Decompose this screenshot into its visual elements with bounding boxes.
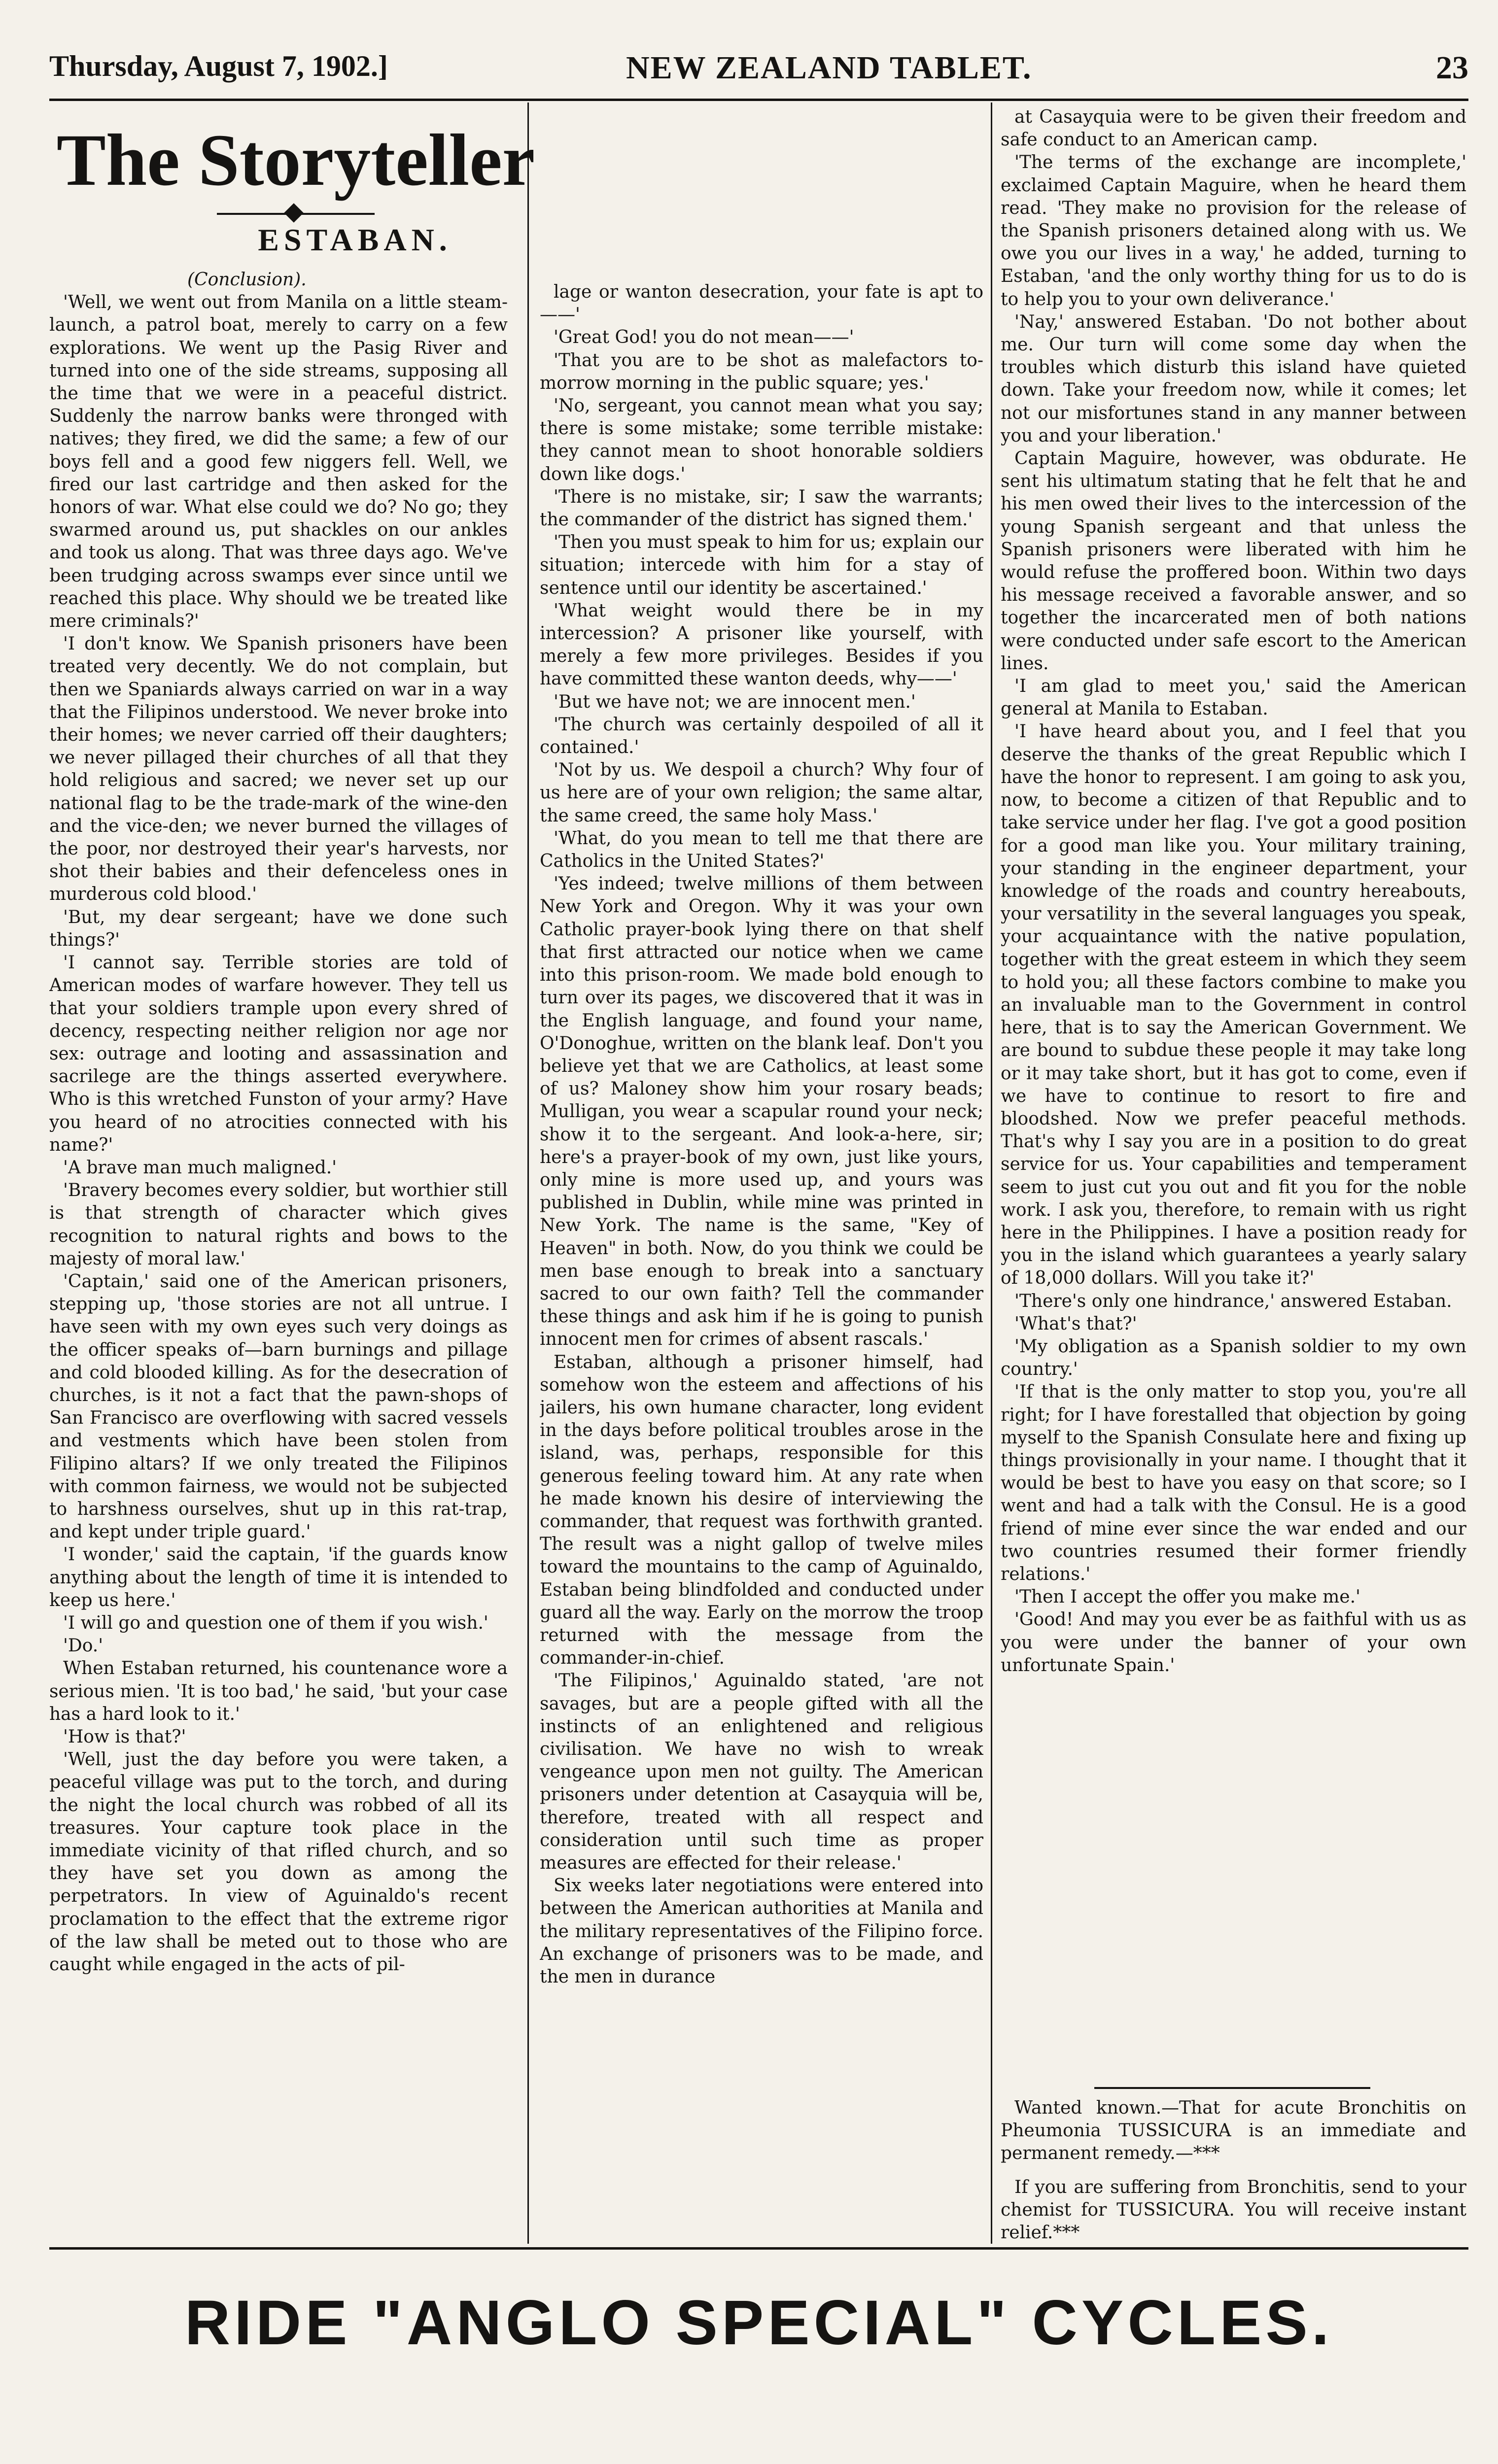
article-paragraph: 'Well, we went out from Manila on a little steam-launch, a patrol boat, merely to carry on a few explorations. We went up the Pasig River and turned into one of the side streams, supposing all the time that we were in a peaceful district. Suddenly the narrow banks were thronged with natives; they fired, we did the same; a few of our boys fell and a good few niggers fell. Well, we fired our last cartridge and then asked for the honors of war. What else could we do? No go; they swarmed around us, put shackles on our ankles and took us along. That was three days ago. We've been trudging across swamps ever since until we reached this place. Why should we be treated like mere criminals?' (49, 292, 508, 632)
article-paragraph: 'I have heard about you, and I feel that you deserve the thanks of the great Republic which I have the honor to represent. I am going to ask you, now, to become a citizen of that Republic and to take service under her flag. I've got a good position for a good man like you. Your military training, your standing in the engineer department, your knowledge of the roads and country hereabouts, your versatility in the several languages you speak, your acquaintance with the native population, together with the great esteem in which they seem to hold you; all these factors combine to make you an invaluable man to the Government in control here, that is to say the American Government. We are bound to subdue these people it may take long or it may take short, but it has got to come, even if we have to continue to resort to fire and bloodshed. Now we prefer peaceful methods. That's why I say you are in a position to do great service for us. Your capabilities and temperament seem to just cut you out and fit you for the noble work. I ask you, therefore, to remain with us right here in the Philippines. I have a position ready for you in the island which guarantees a yearly salary of 18,000 dollars. Will you take it?' (1001, 721, 1466, 1289)
article-column-2 (540, 281, 983, 2237)
footer-rule (49, 2247, 1468, 2250)
article-paragraph: 'Well, just the day before you were taken, a peaceful village was put to the torch, and during the night the local church was robbed of all its treasures. Your capture took place in the immediate vicinity of that rifled church, and so they have set you down as among the perpetrators. In view of Aguinaldo's recent proclamation to the effect that the extreme rigor of the law shall be meted out to those who are caught while engaged in the acts of pil- (49, 1749, 508, 1975)
story-subtitle: (Conclusion). (187, 270, 307, 290)
article-paragraph: 'Nay,' answered Estaban. 'Do not bother about me. Our turn will come some day when the troubles which disturb this island have quieted down. Take your freedom now, while it comes; let not our misfortunes stand in any manner between you and your liberation.' (1001, 311, 1466, 446)
article-paragraph: 'The terms of the exchange are incomplete,' exclaimed Captain Maguire, when he heard them read. 'They make no provision for the release of the Spanish prisoners detained along with us. We owe you our lives in a way,' he added, turning to Estaban, 'and the only worthy thing for us to do is to help you to your own deliverance.' (1001, 152, 1466, 309)
article-paragraph: at Casayquia were to be given their freedom and safe conduct to an American camp. (1001, 107, 1466, 150)
article-paragraph: 'That you are to be shot as malefactors to-morrow morning in the public square; yes.' (540, 350, 983, 393)
article-paragraph: 'Great God! you do not mean——' (554, 327, 854, 348)
article-paragraph: 'But we have not; we are innocent men.' (554, 691, 916, 712)
article-paragraph: 'What, do you mean to tell me that there are Catholics in the United States?' (540, 828, 983, 872)
article-paragraph: 'Bravery becomes every soldier, but worthier still is that strength of character which gives recognition to natural rights and bows to the majesty of moral law.' (49, 1180, 508, 1269)
article-paragraph: 'Then I accept the offer you make me.' (1014, 1587, 1360, 1608)
article-paragraph: 'What's that?' (1014, 1313, 1137, 1334)
article-paragraph: lage or wanton desecration, your fate is apt to——' (540, 282, 983, 325)
article-paragraph: 'A brave man much maligned.' (63, 1157, 337, 1178)
page-number: 23 (1436, 50, 1468, 86)
article-paragraph: 'Yes indeed; twelve millions of them between New York and Oregon. Why it was your own Catholic prayer-book lying there on that shelf that first attracted our notice when we came into this prison-room. We made bold enough to turn over its pages, we discovered that it was in the English language, and found your name, O'Donoghue, written on the blank leaf. Don't you believe yet that we are Catholics, at least some of us? Maloney show him your rosary beads; Mulligan, you wear a scapular round your neck; show it to the sergeant. And look-a-here, sir; here's a prayer-book of my own, just like yours, only mine is more used up, and yours was published in Dublin, while mine was printed in New York. The name is the same, "Key of Heaven" in both. Now, do you think we could be men base enough to break into a sanctuary sacred to our own faith? Tell the commander these things and ask him if he is going to punish innocent men for crimes of absent rascals.' (540, 874, 983, 1350)
article-paragraph: 'I don't know. We Spanish prisoners have been treated very decently. We do not complain, but then we Spaniards always carried on war in a way that the Filipinos understood. We never broke into their homes; we never carried off their daughters; we never pillaged their churches of all that they hold religious and sacred; we never set up our national flag to be the trade-mark of the wine-den and the vice-den; we never burned the villages of the poor, nor destroyed their year's harvests, nor shot their babies and their defenceless ones in murderous cold blood.' (49, 634, 508, 905)
article-paragraph: 'How is that?' (63, 1727, 186, 1747)
article-paragraph: 'I cannot say. Terrible stories are told of American modes of warfare however. They tell us that your soldiers trample upon every shred of decency, respecting neither religion nor age nor sex: outrage and looting and assassination and sacrilege are the things asserted everywhere. Who is this wretched Funston of your army? Have you heard of no atrocities connected with his name?' (49, 953, 508, 1155)
article-paragraph: 'If that is the only matter to stop you, you're all right; for I have forestalled that objection by going myself to the Spanish Consulate here and fixing up things provisionally in your name. I thought that it would be best to have you easy on that score; so I went and had a talk with the Consul. He is a good friend of mine ever since the war ended and our two countries resumed their former friendly relations.' (1001, 1382, 1466, 1584)
article-paragraph: 'I will go and question one of them if you wish.' (63, 1612, 488, 1633)
header-rule (49, 99, 1468, 101)
article-paragraph: 'Not by us. We despoil a church? Why four of us here are of your own religion; the same altar, the same creed, the same holy Mass.' (540, 760, 983, 826)
article-column-1 (49, 269, 508, 2237)
article-paragraph: 'There is no mistake, sir; I saw the warrants; the commander of the district has signed them.' (540, 486, 983, 530)
article-paragraph: Captain Maguire, however, was obdurate. He sent his ultimatum stating that he felt that he and his men owed their lives to the intercession of the young Spanish sergeant and that unless the Spanish prisoners were liberated with him he would refuse the proffered boon. Within two days his message received a favorable answer, and so together the incarcerated men of both nations were conducted under safe escort to the American lines. (1001, 448, 1466, 674)
article-paragraph: 'Captain,' said one of the American prisoners, stepping up, 'those stories are not all untrue. I have seen with my own eyes such very doings as the officer speaks of—barn burnings and pillage and cold blooded killing. As for the desecration of churches, is it not a fact that the pawn-shops of San Francisco are overflowing with sacred vessels and vestments which have been stolen from Filipino altars? If we only treated the Filipinos with common fairness, we would not be subjected to harshness ourselves, shut up in this rat-trap, and kept under triple guard.' (49, 1271, 508, 1542)
footer-banner-ad: RIDE "ANGLO SPECIAL" CYCLES. (184, 2288, 1333, 2358)
article-paragraph: Estaban, although a prisoner himself, had somehow won the esteem and affections of his jailers, his own humane character, long evident in the days before political troubles arose in the island, was, perhaps, responsible for this generous feeling toward him. At any rate when he made known his desire of interviewing the commander, that request was forthwith granted. The result was a night gallop of twelve miles toward the mountains to the camp of Aguinaldo, Estaban being blindfolded and conducted under guard all the way. Early on the morrow the troop returned with the message from the commander-in-chief. (540, 1352, 983, 1669)
article-paragraph: 'No, sergeant, you cannot mean what you say; there is some mistake; some terrible mistake: they cannot mean to shoot honorable soldiers down like dogs.' (540, 396, 983, 484)
article-paragraph: 'I wonder,' said the captain, 'if the guards know anything about the length of time it is intended to keep us here.' (49, 1544, 508, 1610)
article-paragraph: 'Do.' (63, 1636, 104, 1656)
article-paragraph: 'There's only one hindrance,' answered Estaban. (1014, 1291, 1452, 1311)
article-column-3 (1001, 106, 1466, 2237)
publication-title: NEW ZEALAND TABLET. (626, 50, 1032, 86)
article-paragraph: When Estaban returned, his countenance wore a serious mien. 'It is too bad,' he said, 'but your case has a hard look to it.' (49, 1658, 508, 1724)
column-divider (991, 103, 992, 2244)
article-paragraph: 'But, my dear sergeant; have we done such things?' (49, 907, 508, 950)
article-paragraph: 'The church was certainly despoiled of all it contained.' (540, 714, 983, 758)
ad-paragraph: Wanted known.—That for acute Bronchitis on Pheumonia TUSSICURA is an immediate and permanent remedy.—*** (1001, 2098, 1466, 2164)
column-3-body (1001, 106, 1466, 1677)
article-paragraph: 'The Filipinos,' Aguinaldo stated, 'are not savages, but are a people gifted with all the instincts of an enlightened and religious civilisation. We have no wish to wreak vengeance upon men not guilty. The American prisoners under detention at Casayquia will be, therefore, treated with all respect and consideration until such time as proper measures are effected for their release.' (540, 1671, 983, 1874)
column-1-body (49, 291, 508, 1976)
story-end-rule (1094, 2087, 1370, 2089)
article-paragraph: 'Good! And may you ever be as faithful with us as you were under the banner of your own unfortunate Spain.' (1001, 1609, 1466, 1676)
column-2-body (540, 281, 983, 1988)
column-divider (527, 103, 529, 2244)
article-paragraph: 'My obligation as a Spanish soldier to my own country.' (1001, 1336, 1466, 1380)
ad-paragraph: If you are suffering from Bronchitis, send to your chemist for TUSSICURA. You will receive instant relief.*** (1001, 2177, 1466, 2243)
article-paragraph: Six weeks later negotiations were entered into between the American authorities at Manila and the military representatives of the Filipino force. An exchange of prisoners was to be made, and the men in durance (540, 1876, 983, 1987)
article-paragraph: 'What weight would there be in my intercession? A prisoner like yourself, with merely a few more privileges. Besides if you have committed these wanton deeds, why——' (540, 600, 983, 689)
page-header (49, 49, 1468, 96)
article-paragraph: 'Then you must speak to him for us; explain our situation; intercede with him for a stay of sentence until our identity be ascertained.' (540, 532, 983, 598)
story-title: ESTABAN. (258, 222, 452, 257)
ornament-diamond (284, 203, 304, 223)
issue-date: Thursday, August 7, 1902.] (49, 50, 388, 82)
article-paragraph: 'I am glad to meet you,' said the American general at Manila to Estaban. (1001, 676, 1466, 719)
section-title: The Storyteller (56, 119, 535, 201)
